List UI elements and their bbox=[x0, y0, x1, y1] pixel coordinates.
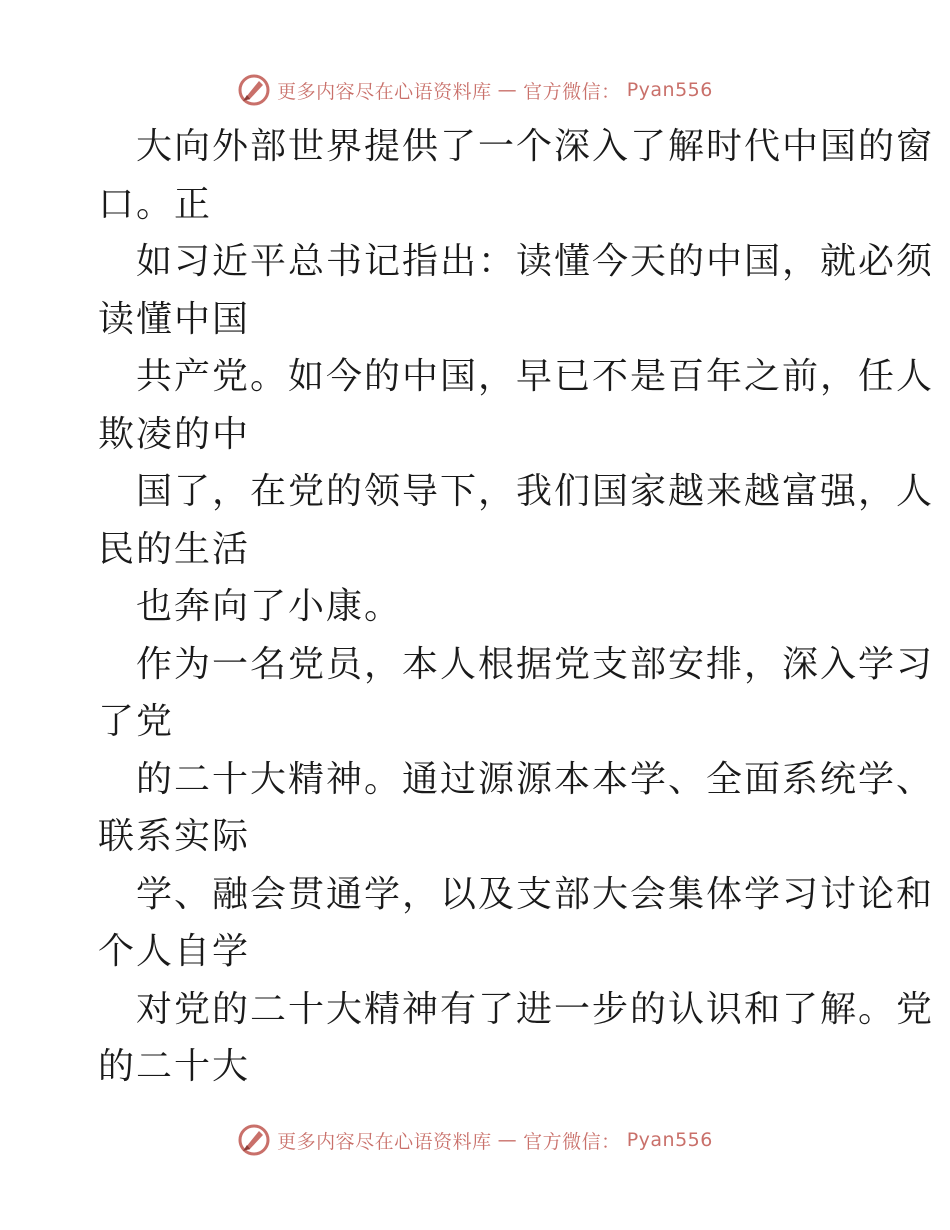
watermark-dash: — bbox=[497, 79, 518, 101]
paragraph-9-line-1: 对党的二十大精神有了进一步的认识和了解。党 bbox=[136, 988, 935, 1030]
footer-watermark bbox=[0, 1120, 950, 1160]
paragraph-7-line-1: 的二十大精神。通过源源本本学、全面系统学、 bbox=[136, 758, 935, 800]
paragraph-3-line-1: 共产党。如今的中国，早已不是百年之前，任人 bbox=[136, 356, 935, 397]
paragraph-7-line-2: 联系实际 bbox=[98, 816, 251, 857]
paragraph-1-line-2: 口。正 bbox=[98, 183, 213, 225]
paragraph-9-line-2: 的二十大 bbox=[98, 1046, 251, 1087]
paragraph-8-line-1: 学、融会贯通学，以及支部大会集体学习讨论和 bbox=[136, 873, 935, 915]
watermark-wechat-label: 官方微信： bbox=[523, 1130, 621, 1153]
watermark-wechat-label: 官方微信： bbox=[523, 80, 621, 103]
watermark-wechat-id: Pyan556 bbox=[626, 1129, 713, 1151]
paragraph-4-line-2: 民的生活 bbox=[98, 528, 251, 570]
pen-nib-logo-icon bbox=[237, 73, 271, 107]
paragraph-6-line-2: 了党 bbox=[98, 701, 175, 742]
header-watermark bbox=[0, 70, 950, 110]
watermark-site-text: 更多内容尽在心语资料库 bbox=[277, 1130, 492, 1153]
paragraph-2-line-2: 读懂中国 bbox=[98, 298, 251, 340]
watermark-site-text: 更多内容尽在心语资料库 bbox=[277, 80, 492, 103]
paragraph-3-line-2: 欺凌的中 bbox=[98, 413, 251, 455]
paragraph-4-line-1: 国了，在党的领导下，我们国家越来越富强，人 bbox=[136, 471, 935, 512]
paragraph-6-line-1: 作为一名党员，本人根据党支部安排，深入学习 bbox=[136, 643, 935, 685]
document-body bbox=[98, 118, 935, 1096]
paragraph-1-line-1: 大向外部世界提供了一个深入了解时代中国的窗 bbox=[136, 126, 935, 167]
watermark-dash: — bbox=[497, 1129, 518, 1151]
paragraph-8-line-2: 个人自学 bbox=[98, 931, 251, 972]
watermark-wechat-id: Pyan556 bbox=[626, 79, 713, 101]
paragraph-5-line-1: 也奔向了小康。 bbox=[136, 586, 403, 627]
pen-nib-logo-icon bbox=[237, 1123, 271, 1157]
paragraph-2-line-1: 如习近平总书记指出：读懂今天的中国，就必须 bbox=[136, 241, 935, 282]
